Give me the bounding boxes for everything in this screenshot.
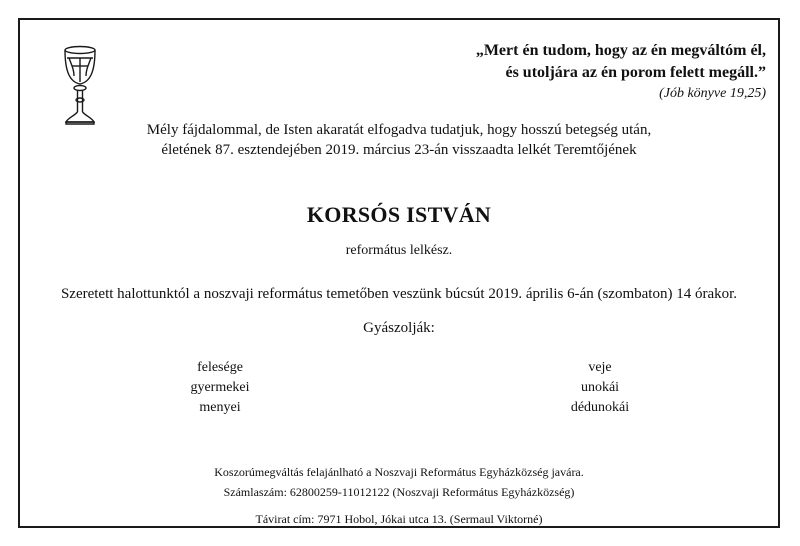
deceased-title: református lelkész.: [345, 243, 453, 258]
mourners-heading: Gyászolják:: [363, 320, 435, 336]
chalice-icon: [60, 44, 100, 126]
wreath-redemption-text: Koszorúmegváltás felajánlható a Noszvaji Református Egyházközség javára.: [214, 465, 584, 479]
telegram-address: Távirat cím: 7971 Hobol, Jókai utca 13. (Sermaul Viktorné): [255, 512, 543, 526]
mourner-item: veje: [588, 360, 612, 375]
mourner-item: unokái: [580, 380, 620, 395]
deceased-name: KORSÓS ISTVÁN: [306, 202, 492, 227]
quote-line-2: és utoljára az én porom felett megáll.”: [505, 64, 766, 81]
mourner-item: menyei: [199, 400, 241, 415]
announcement-line-2: életének 87. esztendejében 2019. március 23-án visszaadta lelkét Teremtőjének: [161, 142, 637, 158]
mourners-right-column: [500, 358, 700, 418]
funeral-details: Szeretett halottunktól a noszvaji református temetőben veszünk búcsút 2019. április 6-án (szombaton) 14 órakor.: [60, 286, 738, 302]
obituary-card: [18, 18, 780, 528]
announcement-text: [20, 120, 778, 160]
mourners-left-column: [120, 358, 320, 418]
mourner-item: felesége: [197, 360, 243, 375]
bank-account-text: Számlaszám: 62800259-11012122 (Noszvaji Református Egyházközség): [223, 485, 575, 499]
quote-line-1: „Mert én tudom, hogy az én megváltóm él,: [475, 42, 766, 59]
announcement-line-1: Mély fájdalommal, de Isten akaratát elfogadva tudatjuk, hogy hosszú betegség után,: [146, 122, 652, 138]
mourner-item: gyermekei: [190, 380, 250, 395]
quote-reference: (Jób könyve 19,25): [659, 86, 766, 101]
mourner-item: dédunokái: [570, 400, 630, 415]
bible-quote: [476, 40, 766, 104]
donation-info: [20, 462, 778, 502]
